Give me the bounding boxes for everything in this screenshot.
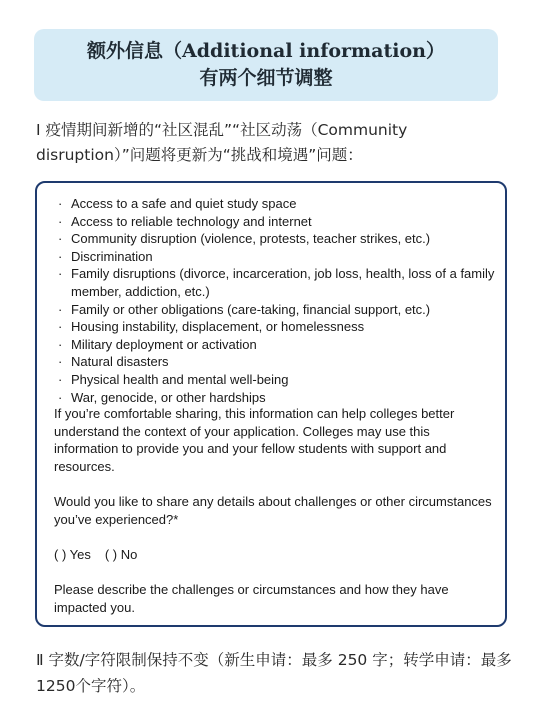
list-item	[56, 301, 496, 319]
list-item	[56, 371, 496, 389]
list-item	[56, 265, 496, 300]
list-item	[56, 248, 496, 266]
bullet-icon: ·	[58, 389, 63, 405]
list-item	[56, 389, 496, 407]
list-item	[56, 318, 496, 336]
list-item	[56, 230, 496, 248]
list-item-label: Military deployment or activation	[71, 336, 257, 352]
share-question: Would you like to share any details about challenges or other circumstances you’ve experienced?*	[54, 494, 492, 527]
bullet-icon: ·	[58, 354, 63, 370]
bullet-icon: ·	[58, 196, 63, 211]
title-banner	[34, 29, 498, 101]
list-item-label: Access to a safe and quiet study space	[71, 196, 297, 211]
answer-options	[54, 546, 496, 564]
intro-paragraph: Ⅰ 疫情期间新增的“社区混乱”“社区动荡（Community disruption）”问题将更新为“挑战和境遇”问题：	[36, 121, 408, 164]
list-item-label: War, genocide, or other hardships	[71, 389, 266, 405]
bullet-icon: ·	[58, 301, 63, 317]
circumstance-list	[56, 195, 496, 406]
list-item-label: Family or other obligations (care-taking, financial support, etc.)	[71, 301, 431, 317]
list-item-label: Family disruptions (divorce, incarceration, job loss, health, loss of a family member, addiction, etc.)	[71, 266, 495, 299]
list-item-label: Natural disasters	[71, 354, 169, 370]
list-item-label: Access to reliable technology and internet	[71, 213, 312, 229]
bullet-icon: ·	[58, 266, 63, 282]
list-item	[56, 353, 496, 371]
list-item	[56, 195, 496, 213]
list-item	[56, 213, 496, 231]
option-yes: ( ) Yes	[54, 547, 91, 562]
list-item-label: Community disruption (violence, protests, teacher strikes, etc.)	[71, 231, 431, 247]
list-item-label: Housing instability, displacement, or homelessness	[71, 319, 365, 335]
bullet-icon: ·	[58, 371, 63, 387]
bullet-icon: ·	[58, 319, 63, 335]
page-title: 额外信息（Additional information）	[87, 40, 445, 62]
option-no: ( ) No	[104, 547, 138, 562]
list-item-label: Discrimination	[71, 248, 153, 264]
footer-note: Ⅱ 字数/字符限制保持不变（新生申请：最多 250 字；转学申请：最多1250个字符）。	[36, 651, 512, 695]
list-item	[56, 336, 496, 354]
describe-prompt: Please describe the challenges or circumstances and how they have impacted you.	[54, 582, 449, 615]
bullet-icon: ·	[58, 336, 63, 352]
share-explanation: If you’re comfortable sharing, this information can help colleges better understand the context of your application. Colleges may use this information to provide you and your fellow students with support and resources.	[54, 406, 455, 474]
bullet-icon: ·	[58, 248, 63, 264]
bullet-icon: ·	[58, 213, 63, 229]
bullet-icon: ·	[58, 231, 63, 247]
list-item-label: Physical health and mental well-being	[71, 371, 289, 387]
page-subtitle: 有两个细节调整	[199, 67, 333, 89]
